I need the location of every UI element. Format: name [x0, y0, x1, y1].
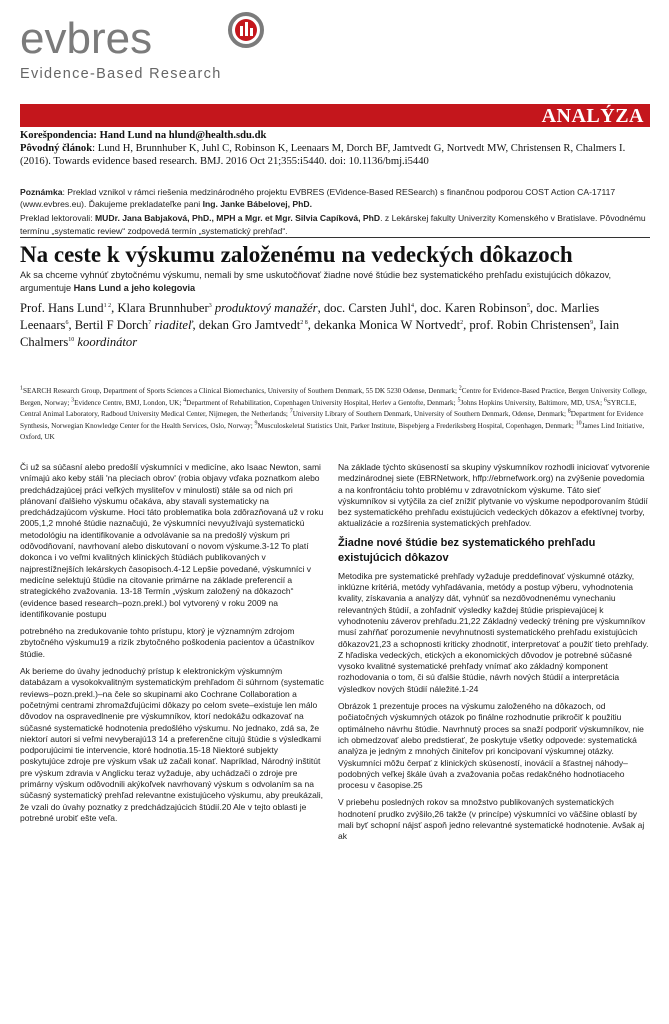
correspondence-label: Korešpondencia — [20, 130, 94, 141]
affiliation-number: 5 — [457, 397, 461, 404]
affiliation-item: Evidence Centre, BMJ, London, UK; — [74, 398, 184, 407]
affiliation-item: Johns Hopkins University, Baltimore, MD, USA; — [460, 398, 604, 407]
standfirst-authors: Hans Lund a jeho kolegovia — [73, 282, 196, 293]
review-names: MUDr. Jana Babjaková, PhD., MPH a Mgr. et Mgr. Silvia Capíková, PhD — [95, 213, 381, 224]
body-paragraph: Či už sa súčasní alebo predošlí výskumníci v medicíne, ako Isaac Newton, sami vnímajú ako keby stáli 'na pleciach obrov' (robia objavy vďaka poznatkom alebo predchádzajúcej práci veľkých mysliteľov v minulosti) stále sa od nich pri plánovaní ďalšieho výskumu očakáva, aby stavali systematicky na predchádzajúcom výskume. Hoci táto problematika bola zdôrazňovaná už v roku 2005,1,2 mnohé štúdie naznačujú, že výskumníci nevyužívajú systematickú metodológiu na identifikovanie a odvolávanie sa na predošlý výskum pri odôvodňovaní, navrhovaní alebo diskutovaní o novom výskume.3-12 To platí dokonca i vo veľmi kvalitných klinických štúdiách publikovaných v najprestížnejších lekárskych časopisoch.4-12 Lepšie povedané, výskumníci v medicíne selektujú štúdie na citovanie primárne na základe preferencií a strategického zvažovania. 13-18 Termín „výskum založený na dôkazoch“ (evidence based research–pozn.prekl.) bol vytvorený v roku 2009 na identifikovanie postupu — [20, 462, 324, 619]
note-text: : Preklad vznikol v rámci riešenia medzinárodného projektu EVBRES (EVidence-Based RESearch) s finančnou podporou COST Action CA-17117 (www.evbres.eu). Ďakujeme prekladateľke pani — [20, 187, 616, 210]
left-column — [20, 462, 325, 830]
logo-wordmark: evbres — [20, 14, 153, 63]
body-paragraph: Metodika pre systematické prehľady vyžaduje preddefinovať výskumné otázky, inklúzne kritériá, metódy vyhľadávania, metódy a postup výberu, vyhodnotenia kvality, získavania a analýzy dát, vyhnúť sa nezdôvodnenému vynechaniu relevantných štúdií, a zohľadniť výsledky každej štúdie prispievajúcej k vyhodnoteniu záverov prehľadu.21,22 Základný vedecký tréning pre výskumníkov musí zahŕňať porozumenie nevyhnutnosti systematického prehľadu existujúcich dôkazov21,23 a schopnosti kriticky zhodnotiť, interpretovať a použiť tieto prehľady. Z hľadiska vedeckých, etických a ekonomických dôvodov je potrebné súčasné vysoko kvalitné systematické prehľady vnímať ako základný komponent rozhodovania o tom, či sú ďalšie štúdie, návrh nových štúdií a interpretácia výsledkov nových štúdií náležité.1-24 — [338, 570, 649, 694]
affiliation-item: Centre for Evidence-Based Practice, Bergen University College, Bergen, Norway; — [20, 387, 647, 407]
right-column — [338, 462, 650, 849]
author-name: Klara Brunnhuber — [117, 301, 209, 315]
banner-label: ANALÝZA — [541, 105, 644, 127]
author-name: Prof. Hans Lund — [20, 301, 104, 315]
affiliation-number: 6 — [603, 397, 607, 404]
affiliation-item: University Library of Southern Denmark, University of Southern Denmark, Odense, Denmark; — [292, 410, 568, 419]
affiliation-number: 4 — [183, 397, 187, 404]
author-affiliation-ref: 5 — [526, 302, 530, 309]
author-name: doc. Karen Robinson — [420, 301, 527, 315]
section-heading: Žiadne nové štúdie bez systematického prehľadu existujúcich dôkazov — [338, 536, 596, 564]
review-line — [20, 212, 650, 236]
note-translator: Ing. Janke Bábelovej, PhD. — [202, 199, 312, 210]
article-meta — [20, 129, 650, 168]
correspondence-line — [20, 129, 650, 142]
author-affiliation-ref: 4 — [410, 302, 414, 309]
affiliation-item: James Lind Initiative, Oxford, UK — [20, 421, 645, 442]
body-paragraph: Obrázok 1 prezentuje proces na výskumu založeného na dôkazoch, od počiatočných výskumných otázok po finálne rozhodnutie prikročiť k použitiu optimálneho návrhu štúdie. Navrhnutý proces sa snaží podporiť výskumníkov, nie ich obmedzovať alebo predstierať, že poskytuje všetky odpovede: systematická analýza je jedným z mnohých činiteľov pri koncipovaní výskumnej otázky. Výskumníci môžu čerpať z klinických skúseností, inovácií a šťastnej náhody–podobných veľkej škále úvah a zvažovania počas redakčného hodnotiaceho procesu v časopise.25 — [338, 701, 644, 791]
affiliation-item: Department for Evidence Synthesis, Norwegian Knowledge Center for the Health Services, Oslo, Norway; — [20, 410, 644, 430]
author-affiliation-ref: 9 — [590, 319, 594, 326]
author-name: dekanka Monica W Nortvedt — [314, 318, 461, 332]
translation-notes — [20, 186, 650, 239]
affiliation-number: 10 — [575, 420, 582, 427]
original-value: : Lund H, Brunnhuber K, Juhl C, Robinson K, Leenaars M, Dorch BF, Jamtvedt G, Nortvedt MW, Christensen R, Chalmers I. (2016). Towards evidence based research. BMJ. 2016 Oct 21;355:i5440. doi: 10.1136/bmj.i5440 — [20, 143, 626, 167]
article-standfirst — [20, 269, 650, 294]
affiliation-item: Department of Rehabilitation, Copenhagen University Hospital, Herlev a Gentofte, Denmark; — [186, 398, 458, 407]
right-intro-paragraph: Na základe týchto skúseností sa skupiny výskumníkov rozhodli iniciovať vytvorenie medzinárodnej siete (EBRNetwork, hffp://ebrnefwork.org) na zvýšenie povedomia a na konfrontáciu tohto problému v zdravotníckom výskume. Táto sieť výskumníkov si vytýčila za cieľ znížiť plytvanie vo výskume nepodporovaním štúdií bez systematického prehľadu existujúcich vedeckých dôkazov a efektívnej tvorby, aktualizácie a rozšírenia systematických prehľadov. — [338, 462, 650, 529]
article-title: Na ceste k výskumu založenému na vedeckých dôkazoch — [20, 242, 573, 267]
affiliation-number: 2 — [458, 385, 462, 392]
original-article-line — [20, 142, 650, 168]
magnifier-logo-icon — [224, 10, 270, 56]
body-paragraph: potrebného na zredukovanie tohto prístupu, ktorý je významným zdrojom zbytočného výskumu19 a rizík zbytočného poškodenia pacientov a účastníkov štúdie. — [20, 626, 315, 659]
correspondence-value: : Hand Lund na hlund@health.sdu.dk — [93, 130, 267, 141]
body-paragraph: V priebehu posledných rokov sa množstvo publikovaných systematických hodnotení prudko zvýšilo,26 takže (v princípe) výskumníci vo väčšine oblastí by mali byť schopní nájsť aspoň jedno relevantné systematické hodnotenie. Avšak aj ak — [338, 797, 645, 842]
review-rest: . z Lekárskej fakulty Univerzity Komenského v Bratislave. Pôvodnému termínu „systematic review“ zodpovedá termín „systematický prehľad“. — [20, 213, 646, 236]
note-label: Poznámka — [20, 187, 63, 197]
section-banner — [20, 104, 650, 127]
body-paragraph: Ak berieme do úvahy jednoduchý prístup k elektronickým výskumným databázam a vysokokvalitným systematickým prehľadom či súhrnom (systematic reviews–pozn.prekl.)–na čele so skupinami ako Cochrane Collaboration a početnými centrami zhromažďujúcimi dôkazy po celom svete–existuje len málo dôvodov na ospravedlnenie pre výskumníkov, ktorí nedokážu odkazovať na súčasné systematické hodnotenia predošlého výskumu. No jednako, zdá sa, že niektorí autori si veľmi nevyberajú13 14 a preferenčne citujú štúdie s výsledkami podporujúcimi tie intervencie, ktoré hodnotia.15-18 Niektoré subjekty poskytujúce zdroje pre výskum však už začali konať. Napríklad, Národný inštitút pre výskum zdravia v Anglicku teraz vyžaduje, aby uchádzači o zdroje pre primárny výskum odôvodnili akýkoľvek navrhovaný výskum s odvolaním sa na súčasný systematický prehľad relevantne existujúceho výskumu, aby preukázali, že vzali do úvahy poznatky z predchádzajúcich štúdií.20 Ale v tejto oblasti je potrebné urobiť ešte veľa. — [20, 666, 324, 823]
author-role: produktový manažér — [211, 301, 318, 315]
author-affiliation-ref: 2 8 — [300, 319, 308, 326]
affiliation-list — [20, 386, 650, 444]
evbres-logo — [14, 10, 274, 80]
author-role: riaditeľ — [151, 318, 193, 332]
affiliation-number: 8 — [567, 408, 571, 415]
standfirst-text: Ak sa chceme vyhnúť zbytočnému výskumu, nemali by sme uskutočňovať žiadne nové štúdie bez systematického prehľadu existujúcich dôkazov, argumentuje — [20, 270, 612, 293]
author-name: dekan Gro Jamtvedt — [198, 318, 301, 332]
author-affiliation-ref: 3 — [208, 302, 212, 309]
original-label: Pôvodný článok — [20, 143, 93, 154]
author-name: Bertil F Dorch — [74, 318, 149, 332]
author-affiliation-ref: 1 2 — [103, 302, 112, 309]
affiliation-number: 9 — [254, 420, 258, 427]
affiliation-item: Musculoskeletal Statistics Unit, Parker Institute, Bispebjerg a Frederiksberg Hospital, Copenhagen, Denmark; — [257, 421, 576, 430]
author-name: prof. Robin Christensen — [469, 318, 591, 332]
author-list: Prof. Hans Lund$^{1 2}$, Klara Brunnhuber$^3$ produktový manažér, doc. Carsten Juhl$^4$, doc. Karen Robinson$^5$, doc. Marlies Leenaars$^6$, Bertil F Dorch$^7$ riaditeľ, dekan Gro Jamtvedt$^{2 8}$, dekanka Monica W Nortvedt$^2$, prof. Robin Christensen$^9$, Iain Chalmers$^{10}$ koordinátor — [20, 301, 619, 349]
logo-tagline: Evidence-Based Research — [20, 66, 222, 82]
affiliation-number: 7 — [289, 408, 293, 415]
note-line — [20, 186, 650, 210]
affiliation-item: SYRCLE, Central Animal Laboratory, Radboud University Medical Center, Nijmegen, the Netherlands; — [20, 398, 637, 419]
review-intro: Preklad lektorovali: — [20, 213, 95, 224]
author-name: doc. Marlies Leenaars — [20, 301, 600, 332]
author-name: Iain Chalmers — [20, 318, 619, 349]
affiliation-number: 1 — [20, 385, 23, 392]
author-name: doc. Carsten Juhl — [323, 301, 411, 315]
author-affiliation-ref: 10 — [68, 336, 75, 343]
author-affiliation-ref: 2 — [460, 319, 464, 326]
divider — [20, 237, 650, 238]
author-affiliation-ref: 7 — [148, 319, 152, 326]
author-affiliation-ref: 6 — [65, 319, 69, 326]
affiliation-number: 3 — [71, 397, 75, 404]
affiliation-item: SEARCH Research Group, Department of Sports Sciences a Clinical Biomechanics, University of Southern Denmark, 55 DK 5230 Odense, Denmark; — [23, 387, 459, 395]
author-role: koordinátor — [74, 335, 138, 349]
